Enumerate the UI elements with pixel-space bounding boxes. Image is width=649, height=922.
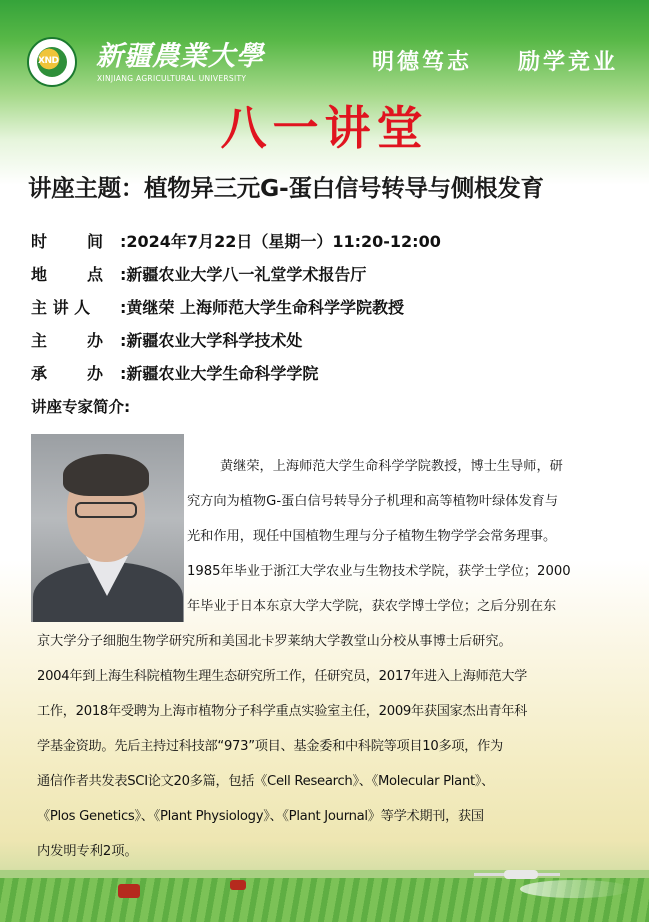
airplane-fuselage xyxy=(504,870,538,879)
poster-title: 八一讲堂 xyxy=(220,101,429,155)
info-label-char: 地 xyxy=(31,265,48,284)
tractor-icon xyxy=(118,884,140,898)
info-value-location: :新疆农业大学八一礼堂学术报告厅 xyxy=(120,265,367,284)
airplane-icon xyxy=(474,868,560,882)
photo-glasses xyxy=(75,502,137,518)
bio-line: 工作，2018年受聘为上海市植物分子科学重点实验室主任，2009年获国家杰出青年科 xyxy=(37,704,528,719)
info-value-time: :2024年7月22日（星期一）11:20-12:00 xyxy=(120,232,441,251)
info-label-host xyxy=(31,328,103,351)
bio-line: 光和作用，现任中国植物生理与分子植物生物学学会常务理事。 xyxy=(187,529,557,544)
bio-heading: 讲座专家简介: xyxy=(31,398,131,416)
motto-right: 励学竞业 xyxy=(518,50,619,75)
info-value-speaker: :黄继荣 上海师范大学生命科学学院教授 xyxy=(120,298,404,317)
info-row-time xyxy=(31,229,441,252)
info-label-speaker: 主 讲 人 xyxy=(31,298,91,317)
info-row-speaker xyxy=(31,295,404,318)
university-name-en: XINJIANG AGRICULTURAL UNIVERSITY xyxy=(97,74,247,83)
crop-spray xyxy=(520,880,630,898)
info-value-host: :新疆农业大学科学技术处 xyxy=(120,331,303,350)
bio-line: 黄继荣，上海师范大学生命科学学院教授，博士生导师，研 xyxy=(220,459,563,474)
info-value-organizer: :新疆农业大学生命科学学院 xyxy=(120,364,319,383)
info-label-location xyxy=(31,262,103,285)
bio-line: 《Plos Genetics》、《Plant Physiology》、《Plant Journal》等学术期刊，获国 xyxy=(37,809,484,824)
info-label-char: 点 xyxy=(86,265,103,284)
speaker-photo xyxy=(31,434,184,622)
university-logo xyxy=(27,37,77,87)
bio-line: 学基金资助。先后主持过科技部“973”项目、基金委和中科院等项目10多项，作为 xyxy=(37,739,503,754)
info-label-char: 承 xyxy=(31,364,48,383)
lecture-topic: 讲座主题：植物异三元G-蛋白信号转导与侧根发育 xyxy=(28,174,544,202)
info-row-host xyxy=(31,328,302,351)
university-name: 新疆農業大學 xyxy=(96,41,264,72)
tractor-icon xyxy=(230,880,246,890)
info-row-organizer xyxy=(31,361,318,384)
info-label-char: 主 xyxy=(31,331,48,350)
photo-hair xyxy=(63,454,149,496)
bio-line: 1985年毕业于浙江大学农业与生物技术学院，获学士学位；2000 xyxy=(187,564,571,579)
info-label-char: 办 xyxy=(86,331,103,350)
logo-text: XND xyxy=(38,56,59,66)
bio-line: 通信作者共发表SCI论文20多篇，包括《Cell Research》、《Molecular Plant》、 xyxy=(37,774,495,789)
info-label-char: 间 xyxy=(86,232,103,251)
info-label-organizer xyxy=(31,361,103,384)
info-row-location xyxy=(31,262,366,285)
bio-line: 究方向为植物G-蛋白信号转导分子机理和高等植物叶绿体发育与 xyxy=(187,494,559,509)
info-label-char: 办 xyxy=(86,364,103,383)
motto-left: 明德笃志 xyxy=(372,50,473,75)
info-label-time xyxy=(31,229,103,252)
info-label-char: 时 xyxy=(31,232,48,251)
bio-line: 京大学分子细胞生物学研究所和美国北卡罗莱纳大学教堂山分校从事博士后研究。 xyxy=(37,634,512,649)
bio-line: 年毕业于日本东京大学大学院，获农学博士学位；之后分别在东 xyxy=(187,599,557,614)
bio-line: 2004年到上海生科院植物生理生态研究所工作，任研究员，2017年进入上海师范大学 xyxy=(37,669,528,684)
bio-line: 内发明专利2项。 xyxy=(37,844,138,859)
